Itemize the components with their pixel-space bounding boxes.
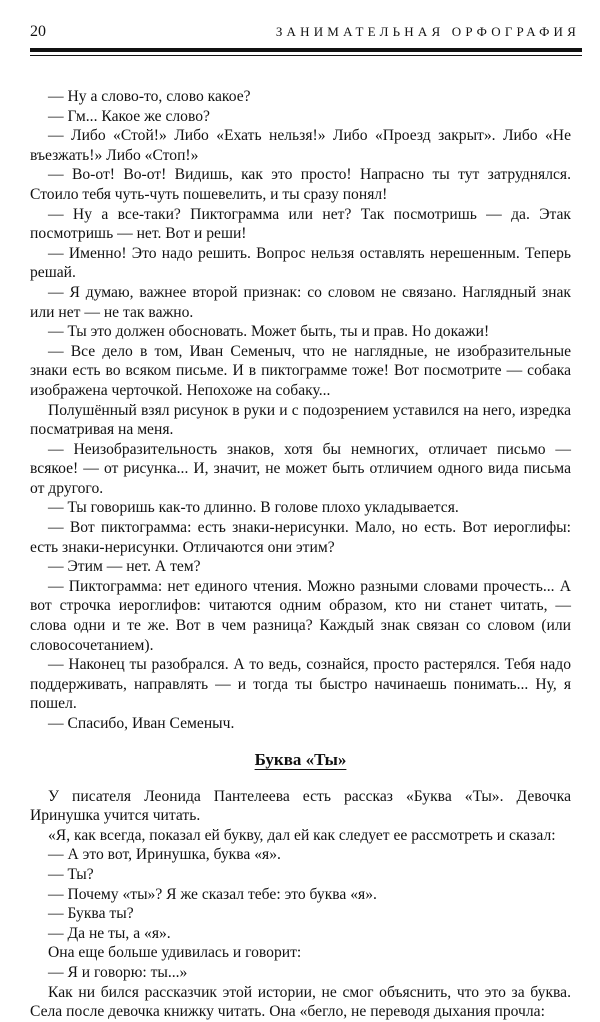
paragraph: — Именно! Это надо решить. Вопрос нельзя оставлять нерешенным. Теперь решай. [30, 244, 571, 282]
paragraph: — Ты это должен обосновать. Может быть, ты и прав. Но докажи! [48, 323, 490, 341]
page-body [30, 87, 571, 1022]
section-heading-text: Буква «Ты» [254, 749, 347, 769]
page-header [30, 22, 580, 42]
paragraph: — Вот пиктограмма: есть знаки-нерисунки. Мало, но есть. Вот иероглифы: есть знаки-нерисунки. Отличаются они этим? [30, 519, 571, 556]
paragraph: Она еще больше удивилась и говорит: [48, 944, 302, 962]
header-rule-thick [30, 48, 582, 52]
running-title: ЗАНИМАТЕЛЬНАЯ ОРФОГРАФИЯ [275, 24, 580, 39]
paragraph: Полушённый взял рисунок в руки и с подозрением уставился на него, изредка посматривая на меня. [30, 401, 571, 439]
paragraph: — Все дело в том, Иван Семеныч, что не наглядные, не изобразительные знаки есть во всяком письме. И в пиктограмме тоже! Вот посмотрите — собака изображена черточкой. Непохоже на собаку... [30, 342, 571, 399]
paragraph: — Ты? [48, 865, 94, 883]
paragraph: — А это вот, Иринушка, буква «я». [48, 846, 281, 864]
paragraph: — Пиктограмма: нет единого чтения. Можно разными словами прочесть... А вот строчка иероглифов: читаются одним образом, кто ни станет читать, — слова одни и те же. Вот в чем разница? Каждый знак связан со словом (или словосочетанием). [30, 577, 571, 654]
paragraph: — Буква ты? [48, 905, 134, 923]
paragraph: — Ну а слово-то, слово какое? [48, 88, 251, 105]
paragraph: — Я думаю, важнее второй признак: со словом не связано. Наглядный знак или нет — не так важно. [30, 283, 571, 321]
page-number: 20 [30, 23, 46, 40]
paragraph: У писателя Леонида Пантелеева есть рассказ «Буква «Ты». Девочка Иринушка учится читать. [30, 787, 571, 825]
paragraph: — Этим — нет. А тем? [48, 558, 201, 576]
paragraph: — Спасибо, Иван Семеныч. [48, 715, 235, 732]
paragraph: — Почему «ты»? Я же сказал тебе: это буква «я». [48, 885, 377, 903]
paragraph: «Я, как всегда, показал ей букву, дал ей как следует ее рассмотреть и сказал: [48, 826, 556, 844]
paragraph: — Наконец ты разобрался. А то ведь, сознайся, просто растерялся. Тебя надо поддерживать, направлять — и тогда ты быстро начинаешь понимать... Ну, я пошел. [30, 656, 571, 713]
paragraph: — Неизобразительность знаков, хотя бы немногих, отличает письмо — всякое! — от рисунка... И, значит, не может быть отличием одного вида письма от другого. [30, 440, 571, 497]
paragraph: — Во-от! Во-от! Видишь, как это просто! Напрасно ты тут затруднялся. Стоило тебя чуть-чуть пошевелить, и ты сразу понял! [30, 166, 571, 203]
paragraph: Как ни бился рассказчик этой истории, не смог объяснить, что это за буква. Села после девочка книжку читать. Она «бегло, не переводя дыхания прочла: [30, 983, 571, 1021]
header-rule-thin [30, 55, 582, 56]
paragraph: — Ну а все-таки? Пиктограмма или нет? Так посмотришь — да. Этак посмотришь — нет. Вот и реши! [30, 205, 571, 243]
paragraph: — Ты говоришь как-то длинно. В голове плохо укладывается. [48, 499, 459, 517]
paragraph: — Я и говорю: ты...» [48, 963, 188, 981]
paragraph: — Да не ты, а «я». [48, 924, 171, 942]
section-heading [30, 750, 571, 770]
paragraph: — Либо «Стой!» Либо «Ехать нельзя!» Либо «Проезд закрыт». Либо «Не въезжать!» Либо «Стоп!» [30, 127, 571, 164]
paragraph: — Гм... Какое же слово? [48, 107, 210, 125]
